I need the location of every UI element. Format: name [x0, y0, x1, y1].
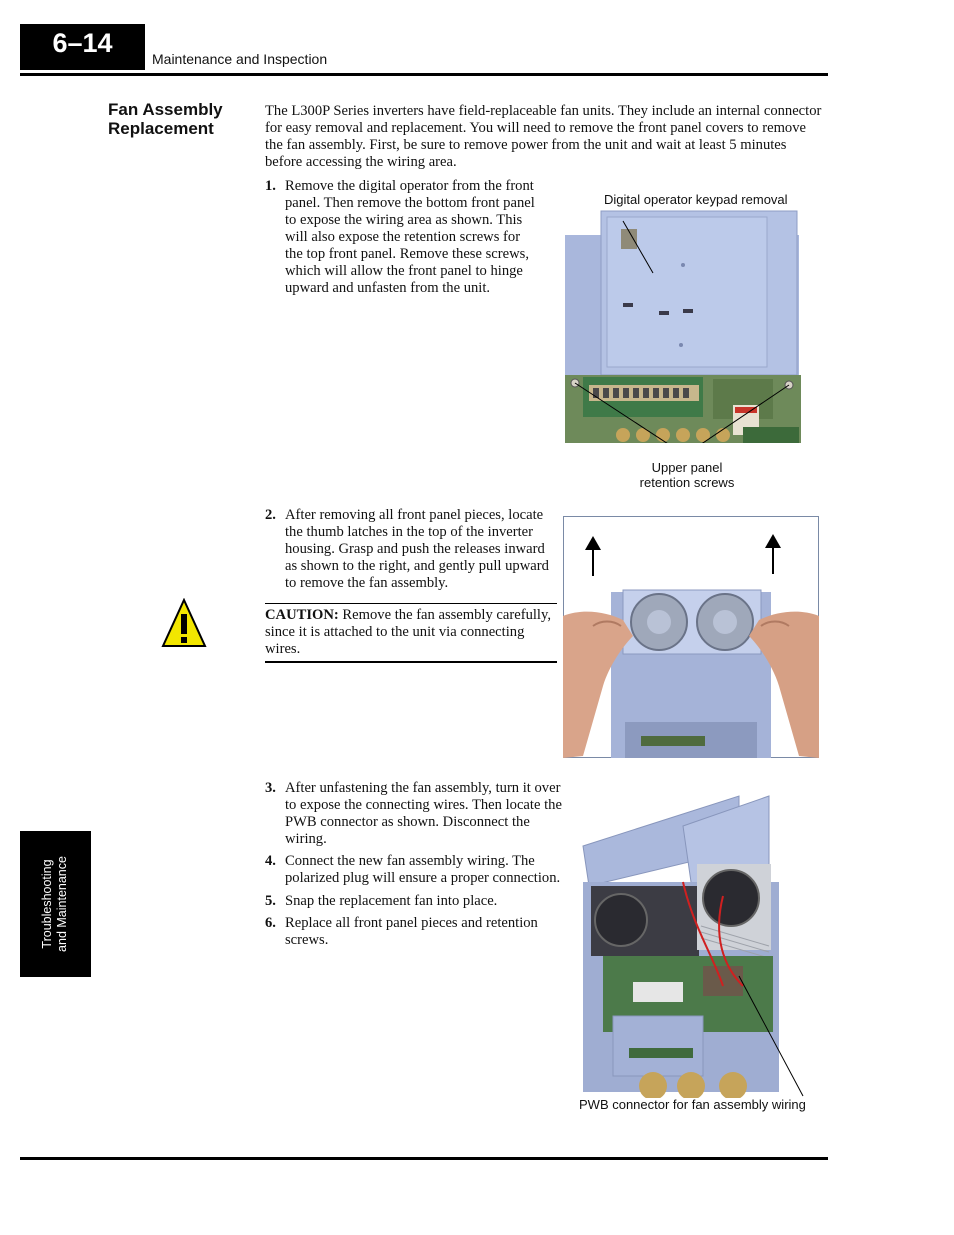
step-number: 5.	[265, 893, 276, 909]
running-head: Maintenance and Inspection	[152, 51, 328, 67]
fan-wiring-photo	[573, 786, 813, 1098]
caution-label: CAUTION:	[265, 607, 339, 623]
caution-rule-top	[265, 603, 557, 604]
page-number: 6–14	[52, 28, 113, 58]
chapter-side-tab[interactable]	[20, 831, 91, 977]
step-number: 1.	[265, 178, 276, 194]
step-text: After unfastening the fan assembly, turn it over to expose the connecting wires. Then locate the PWB connector as shown. Disconnect the wiring.	[285, 780, 562, 847]
fig1-caption-top: Digital operator keypad removal	[604, 192, 788, 207]
caution-text: Remove the fan assembly carefully, since it is attached to the unit via connecting wires.	[265, 607, 551, 657]
inverter-front-photo	[563, 207, 803, 443]
step-text: Connect the new fan assembly wiring. The polarized plug will ensure a proper connection.	[285, 853, 561, 886]
footer-rule	[20, 1157, 828, 1160]
fig1-caption-bottom	[610, 460, 764, 490]
section-heading: Fan Assembly Replacement	[108, 100, 223, 138]
intro-paragraph: The L300P Series inverters have field-replaceable fan units. They include an internal connector for easy removal and replacement. You will need to remove the front panel covers to remove the fan assembly. First, be sure to remove power from the unit and wait at least 5 minutes before accessing the wiring area.	[265, 103, 822, 170]
step-number: 3.	[265, 780, 276, 796]
caution-rule-bottom	[265, 661, 557, 663]
side-tab-line2: and Maintenance	[55, 856, 69, 952]
step-number: 4.	[265, 853, 276, 869]
header-rule	[20, 73, 828, 76]
caution-note	[265, 607, 557, 658]
side-tab-label	[40, 831, 70, 977]
step-text: After removing all front panel pieces, locate the thumb latches in the top of the inverter housing. Grasp and push the releases inward as shown to the right, and gently pull upward to remove the fan assembly.	[285, 507, 549, 591]
page-number-box	[20, 24, 145, 70]
caution-icon	[161, 598, 207, 648]
step-number: 2.	[265, 507, 276, 523]
fan-removal-photo	[563, 516, 819, 758]
fig1-caption-bottom-line1: Upper panel	[651, 460, 723, 475]
step-text: Replace all front panel pieces and retention screws.	[285, 915, 538, 948]
step-text: Snap the replacement fan into place.	[285, 893, 498, 909]
fig1-caption-bottom-line2: retention screws	[639, 475, 735, 490]
side-tab-line1: Troubleshooting	[40, 859, 54, 949]
fig3-caption: PWB connector for fan assembly wiring	[579, 1097, 806, 1112]
step-number: 6.	[265, 915, 276, 931]
step-text: Remove the digital operator from the front panel. Then remove the bottom front panel to expose the wiring area as shown. This will also expose the retention screws for the top front panel. Remove these screws, which will allow the front panel to hinge upward and unfasten from the unit.	[285, 178, 535, 296]
